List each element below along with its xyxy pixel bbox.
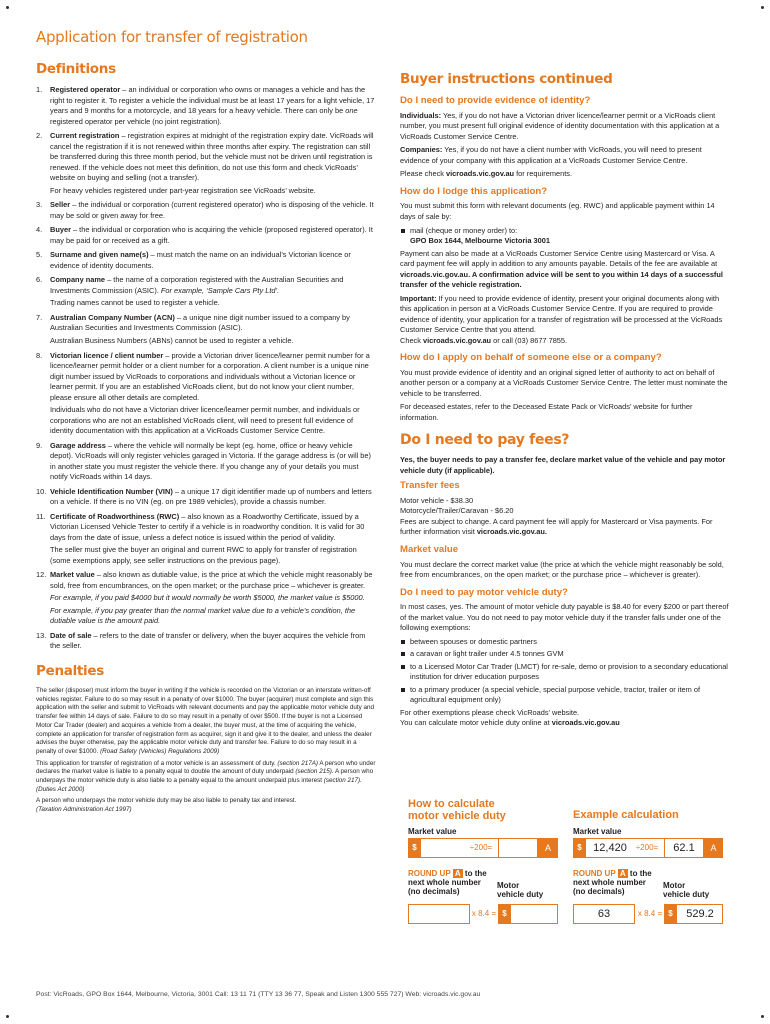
rounded-input[interactable]: [408, 904, 470, 924]
definition-text: – an individual or corporation who owns or manages a vehicle and has the right to register it. To register a vehicle the individual must be at least 17 years for a light vehicle, 17 years and 9 months for a motorcycle, and 18 years for a heavy vehicle. There can only be: [50, 85, 375, 116]
penalty-text: This application for transfer of registration of a motor vehicle is an assessment of duty.: [36, 759, 276, 767]
duty-question: Do I need to pay motor vehicle duty?: [400, 586, 568, 598]
definitions-list: [36, 85, 376, 652]
corner-dot: [6, 6, 9, 9]
definition-note: Individuals who do not have a Victorian driver licence/learner permit number, and individuals or corporations who are not an established VicRoads client, will need to present full evidence of identity documentation with this application at a VicRoads Customer Service Centre.: [50, 405, 360, 436]
example-text: For example, ‘Sample Cars Pty Ltd’.: [160, 285, 280, 295]
legal-reference: (section 217). (Duties Act 2000): [36, 776, 362, 793]
corner-dot: [761, 1015, 764, 1018]
website-link[interactable]: vicroads.vic.gov.au: [423, 335, 492, 345]
individuals-paragraph: [400, 111, 730, 143]
term: Company name: [50, 275, 106, 285]
duty-label: [497, 881, 543, 899]
definition-note: For heavy vehicles registered under part-year registration see VicRoads’ website.: [50, 185, 316, 195]
definition-text: – must match the name on an individual’s Victorian licence or evidence of identity documents.: [50, 250, 351, 270]
calculate-online: [400, 718, 730, 729]
definition-item: [36, 487, 376, 508]
website-link[interactable]: vicroads.vic.gov.au: [551, 718, 620, 728]
text: Payment can also be made at a VicRoads Customer Service Centre using Mastercard or Visa. A card payment fee will apply in addition to any amounts payable. Details of the fee are available at: [400, 248, 718, 269]
definition-item: [36, 351, 376, 437]
definition-text: – where the vehicle will normally be kept (eg. home, office or heavy vehicle depot). VicRoads will only register vehicles garaged in Victoria. If the garage address is (or will be) in another state you must register the vehicle there. If you change any of your details you must notify VicRoads within 14 days.: [50, 440, 371, 482]
term: Garage address: [50, 440, 106, 450]
definition-item: [36, 570, 376, 627]
item-number: 11.: [36, 511, 46, 521]
legal-reference: (section 217A): [277, 759, 318, 767]
text: Please check: [400, 169, 447, 179]
item-number: 7.: [36, 312, 43, 322]
text: vehicle duty: [663, 890, 710, 900]
legal-reference: (Taxation Administration Act 1997): [36, 806, 132, 813]
definition-item: [36, 441, 376, 483]
multiply-operator: x 8.4 =: [637, 909, 663, 918]
term: Buyer: [50, 225, 71, 235]
text: Yes, if you do not have a Victorian driver licence/learner permit or a VicRoads client number, you must present full original evidence of identity documentation with this application at a VicRoads Customer Service Centre.: [400, 110, 720, 141]
term: Certificate of Roadworthiness (RWC): [50, 511, 180, 521]
term: Vehicle Identification Number (VIN): [50, 486, 173, 496]
item-number: 3.: [36, 200, 43, 210]
term: Current registration: [50, 131, 120, 141]
text: Check: [400, 335, 424, 345]
penalty-paragraph: [36, 760, 376, 795]
definition-text: – a unique nine digit number issued to a company by Australian Securities and Investments Commission (ASIC).: [50, 312, 350, 333]
item-number: 2.: [36, 131, 43, 141]
website-link[interactable]: vicroads.vic.gov.au: [400, 269, 469, 279]
text: How to calculate: [408, 798, 495, 810]
example-duty-label: [663, 881, 709, 899]
item-number: 5.: [36, 250, 43, 260]
dollar-sign: $: [573, 838, 586, 858]
text: Yes, if you do not have a client number with VicRoads, you will need to present evidence of your company with this application at a VicRoads Customer Service Centre.: [400, 145, 702, 165]
a-badge: A: [454, 869, 461, 878]
companies-paragraph: [400, 145, 730, 166]
penalty-text: A person who underpays the motor vehicle duty may be also liable to penalty tax and interest.: [36, 797, 297, 805]
left-column: [36, 60, 376, 818]
definition-text: – the individual or corporation (current registered operator) who is disposing of the vehicle. It may be sold or given away for free.: [50, 200, 374, 220]
text: for requirements.: [514, 169, 572, 179]
example-text: For example, if you paid $4000 but it would normally be worth $5000, the market value is $5000.: [50, 593, 365, 603]
term: Date of sale: [50, 630, 92, 640]
text: to the: [629, 869, 652, 878]
example-market-value-label: Market value: [573, 827, 622, 836]
behalf-question: How do I apply on behalf of someone else or a company?: [400, 352, 662, 364]
example-text: For example, if you pay greater than the normal market value due to a vehicle’s condition, the dutiable value is the amount paid.: [50, 605, 356, 626]
round-up-label: [408, 869, 487, 897]
legal-reference: (section 215).: [295, 768, 334, 776]
item-number: 13.: [36, 630, 47, 640]
footer: Post: VicRoads, GPO Box 1644, Melbourne, Victoria, 3001 Call: 13 11 71 (TTY 13 36 77, Speak and Listen 1300 555 727) Web: vicroads.vic.gov.au: [36, 991, 481, 998]
definition-note: The seller must give the buyer an original and current RWC to apply for transfer of registration (some exemptions apply, see seller instructions on the previous page).: [50, 545, 357, 565]
penalties-heading: Penalties: [36, 662, 104, 679]
text: Motor: [663, 881, 686, 890]
result-a-input[interactable]: [498, 838, 538, 858]
term: Registered operator: [50, 85, 121, 95]
item-number: 6.: [36, 275, 43, 285]
dollar-sign: $: [664, 904, 677, 924]
multiply-operator: x 8.4 =: [471, 909, 497, 918]
corner-dot: [6, 1015, 9, 1018]
text: (no decimals): [408, 887, 460, 897]
market-value-paragraph: You must declare the correct market value (the price at which the vehicle might reasonably be sold, free from encumbrances, on the open market; or the purchase price – whichever is greater).: [400, 559, 724, 580]
definition-text: – the name of a corporation registered with the Australian Securities and Investments Commission (ASIC).: [50, 275, 344, 295]
definition-item: [36, 313, 376, 347]
check-website-paragraph: [400, 169, 730, 180]
example-a-value: 62.1: [673, 842, 695, 854]
definition-text: – provide a Victorian driver licence/learner permit number for a licence/learner permit holder or a client number for a corporation. A client number is a unique nine digit number issued by VicRoads to corporations and individuals without a Victorian licence or learner permit. If you are an established VicRoads client, but do not know your client number, please ensure all other details are completed.: [50, 350, 370, 402]
lodge-paragraph: You must submit this form with relevant documents (eg. RWC) and applicable payment within 14 days of sale by:: [400, 201, 715, 221]
definition-note: Trading names cannot be used to register a vehicle.: [50, 298, 220, 308]
behalf-paragraph: For deceased estates, refer to the Deceased Estate Pack or VicRoads’ website for further information.: [400, 402, 693, 422]
term: Seller: [50, 200, 71, 210]
postal-address: GPO Box 1644, Melbourne Victoria 3001: [410, 236, 550, 246]
definition-text: – a unique 17 digit identifier made up of numbers and letters on a vehicle. If there is no VIN (eg. on pre 1989 vehicles), provide a chassis number.: [50, 486, 372, 507]
buyer-instructions-heading: Buyer instructions continued: [400, 71, 613, 87]
page-title: Application for transfer of registration: [36, 28, 308, 46]
definition-item: [36, 512, 376, 567]
payment-paragraph: [400, 249, 730, 291]
lodge-question: How do I lodge this application?: [400, 185, 548, 197]
text: or call (03) 8677 7855.: [491, 335, 568, 345]
definition-item: [36, 275, 376, 309]
definition-text: – registration expires at midnight of the registration expiry date. VicRoads will cancel the registration if it is not renewed within three months after expiry. The registration can still be transferred during this three month period, but the vehicle must not be driven until registration is renewed. If the vehicle does not meet this definition, do not use this form and check VicRoads’ website on buying and selling (not a transfer).: [50, 131, 374, 183]
fees-lead: [400, 455, 730, 476]
definition-text: – the individual or corporation who is acquiring the vehicle (proposed registered operator). It may be paid for or received as a gift.: [50, 225, 373, 245]
term: Surname and given name(s): [50, 250, 149, 260]
other-exemptions: For other exemptions please check VicRoads’ website.: [400, 707, 580, 717]
important-paragraph: [400, 294, 730, 347]
item-number: 10.: [36, 486, 47, 496]
definition-text: – also known as dutiable value, is the price at which the vehicle might reasonably be sold, free from encumbrances, on the open market; or the purchase price – whichever is greater.: [50, 570, 373, 590]
fee-line: Motor vehicle - $38.30: [400, 495, 474, 505]
emphasis: one: [345, 106, 358, 116]
fees-note: [400, 517, 730, 538]
definition-text: registered operator per vehicle (no joint registration).: [50, 116, 222, 126]
item-number: 8.: [36, 350, 43, 360]
definition-note: Australian Business Numbers (ABNs) cannot be used to register a vehicle.: [50, 335, 294, 345]
text: If you need to provide evidence of identity, present your original documents along with this application in person at a VicRoads Customer Service Centre. If you are required to provide evidence of identity, your application for a transfer of registration will be processed at the VicRoads Customer Service Centre that you attend.: [400, 293, 723, 335]
list-item: between spouses or domestic partners: [400, 637, 730, 648]
fees-heading: Do I need to pay fees?: [400, 432, 570, 449]
term: Market value: [50, 570, 95, 580]
definition-item: [36, 200, 376, 221]
text: next whole number: [408, 878, 481, 888]
definition-item: [36, 250, 376, 271]
text: Motor: [497, 881, 520, 890]
label: Important:: [400, 293, 437, 303]
round-up: ROUND UP: [408, 869, 451, 878]
exemptions-list: [400, 637, 730, 706]
dollar-sign: $: [498, 904, 511, 924]
definition-text: – also known as a Roadworthy Certificate, issued by a Victorian Licensed Vehicle Tester to certify if a vehicle is in roadworthy condition. It is valid for 30 days from the date of issue, unless a defect notice is issued within the period of validity.: [50, 511, 365, 542]
item-number: 12.: [36, 570, 47, 580]
calculator-heading: [408, 798, 506, 822]
definition-item: [36, 225, 376, 246]
text: vehicle duty: [497, 890, 544, 900]
evidence-question: Do I need to provide evidence of identity?: [400, 95, 591, 107]
fee-line: Motorcycle/Trailer/Caravan - $6.20: [400, 506, 514, 516]
dollar-sign: $: [408, 838, 421, 858]
a-badge: A: [538, 838, 558, 858]
text: . A confirmation advice will be sent to you within 14 days of a successful transfer of the vehicle registration.: [400, 269, 723, 290]
example-duty-value: 529.2: [686, 908, 714, 920]
text: motor vehicle duty: [408, 810, 506, 823]
right-column: [400, 60, 730, 729]
example-rounded-value: 63: [597, 908, 611, 920]
penalty-text: A person who under declares the market value is liable to a penalty equal to double the amount of duty underpaid: [36, 759, 376, 776]
definition-item: [36, 85, 376, 127]
item-number: 9.: [36, 440, 43, 450]
legal-reference: (Road Safety (Vehicles) Regulations 2009): [100, 747, 220, 755]
penalty-paragraph: [36, 687, 376, 757]
divide-operator: ÷200=: [635, 843, 659, 852]
website-link[interactable]: vicroads.vic.gov.au: [446, 169, 515, 179]
list-item: a caravan or light trailer under 4.5 tonnes GVM: [400, 649, 730, 660]
definition-text: – refers to the date of transfer or delivery, when the buyer acquires the vehicle from the seller.: [50, 630, 366, 651]
example-market-value-amount: 12,420: [593, 842, 627, 854]
round-up: ROUND UP: [573, 869, 616, 878]
market-value-label: Market value: [408, 827, 457, 836]
example-round-up-label: [573, 869, 652, 897]
penalty-text: A person who underpays the motor vehicle duty is also liable to a penalty equal to the amount underpaid plus interest: [36, 768, 374, 784]
definitions-heading: Definitions: [36, 61, 116, 77]
list-item: [400, 226, 730, 247]
penalty-text: The seller (disposer) must inform the buyer in writing if the vehicle is recorded on the Victorian or an interstate written-off vehicles register. Failure to do so may result in a penalty of over $1000. The buyer (acquirer) must complete and sign this application with the seller and submit to VicRoads with relevant documents and pay the applicable motor vehicle duty and transfer fee within 14 days of sale. Failure to do so may result in a penalty of over $500. If the buyer is not a Licensed Motor Car Trader (dealer) and acquires a vehicle from a dealer, the buyer must, at the time of acquiring the vehicle, complete an application for transfer of registration form as acquirer, sign it and give it to the dealer, and unless the dealer advises the buyer otherwise, pay the applicable motor vehicle duty and transfer fee. Failure to do so may result in a penalty of over $1000.: [36, 687, 375, 755]
example-heading: Example calculation: [573, 809, 679, 821]
list-item: to a primary producer (a special vehicle, special purpose vehicle, tractor, trailer or item of agricultural equipment only): [400, 685, 730, 706]
text: to the: [464, 869, 487, 878]
item-number: 1.: [36, 85, 43, 95]
market-value-heading: Market value: [400, 543, 459, 555]
definition-item: [36, 631, 376, 652]
text: (no decimals): [573, 887, 625, 897]
duty-calculator: [400, 796, 730, 936]
behalf-paragraph: You must provide evidence of identity and an original signed letter of authority to act on behalf of another person or a company at a VicRoads Customer Service Centre. The letter must nominate the vehicle to be transferred.: [400, 367, 728, 398]
text: Yes, the buyer needs to pay a transfer fee, declare market value of the vehicle and pay motor vehicle duty (if applicable).: [400, 455, 726, 475]
corner-dot: [761, 6, 764, 9]
penalty-paragraph: [36, 797, 376, 814]
a-badge: A: [619, 869, 626, 878]
text: Fees are subject to change. A card payment fee will apply for Mastercard or Visa payments. For further information visit: [400, 516, 713, 537]
label: Companies:: [400, 145, 443, 155]
website-link[interactable]: vicroads.vic.gov.au.: [476, 527, 547, 537]
divide-operator: ÷200=: [469, 843, 493, 852]
mail-list: [400, 226, 730, 247]
item-number: 4.: [36, 225, 43, 235]
text: next whole number: [573, 878, 646, 888]
list-item: to a Licensed Motor Car Trader (LMCT) for re-sale, demo or provision to a secondary educational institution for driver education purposes: [400, 662, 730, 683]
text: You can calculate motor vehicle duty online at: [400, 718, 552, 728]
a-badge: A: [704, 838, 723, 858]
definition-item: [36, 131, 376, 196]
duty-paragraph: In most cases, yes. The amount of motor vehicle duty payable is $8.40 for every $200 or part thereof of the market value. You do not need to pay motor vehicle duty if the transfer falls under one of the following exemptions:: [400, 602, 729, 633]
transfer-fees-heading: Transfer fees: [400, 480, 460, 492]
penalties-text: [36, 687, 376, 815]
term: Victorian licence / client number: [50, 350, 164, 360]
text: mail (cheque or money order) to:: [410, 225, 518, 235]
term: Australian Company Number (ACN): [50, 312, 175, 322]
label: Individuals:: [400, 110, 442, 120]
